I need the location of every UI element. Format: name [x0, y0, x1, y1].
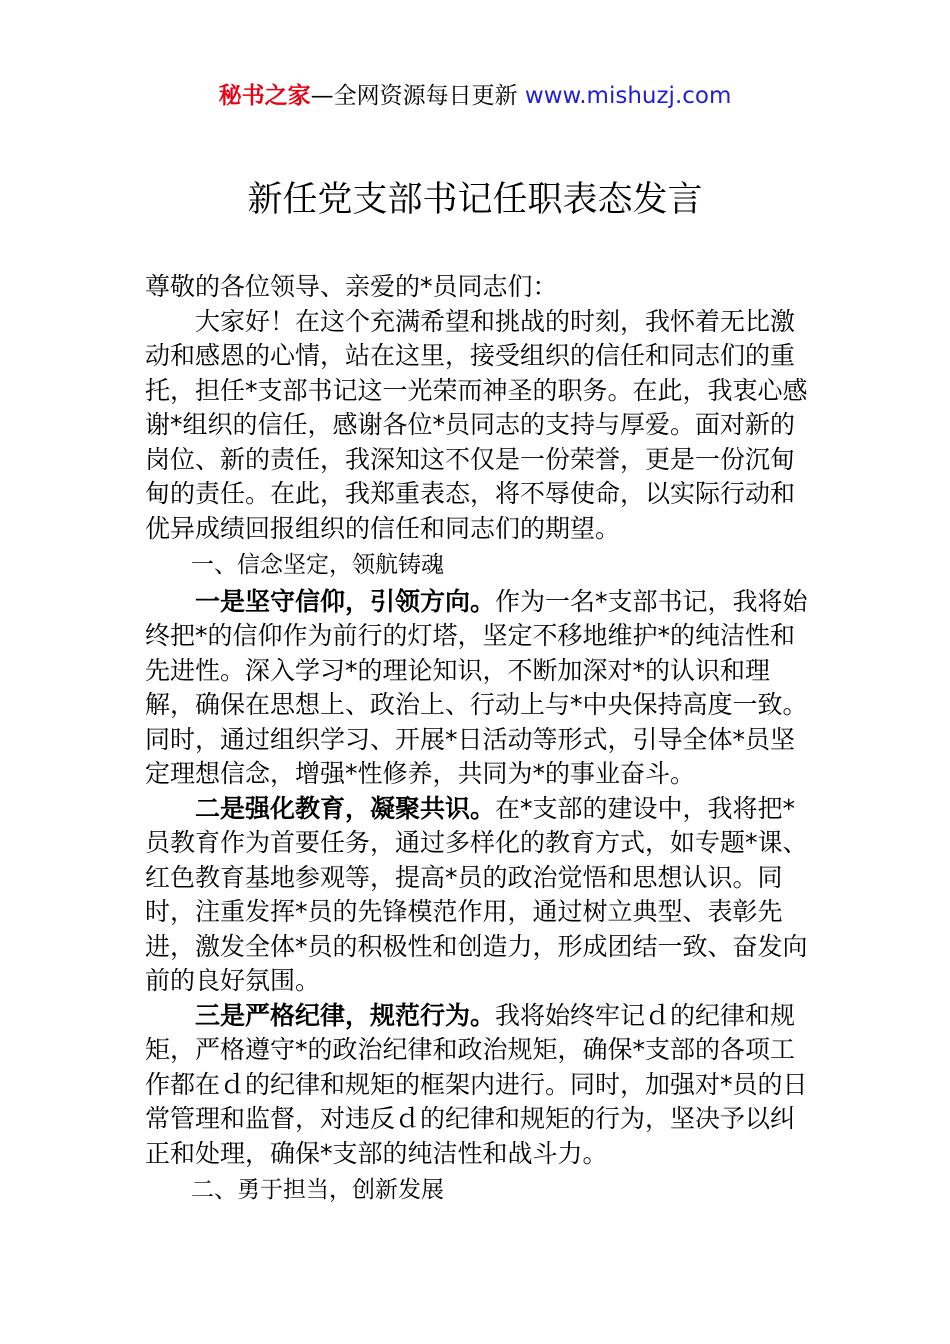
document-body: [145, 270, 810, 1210]
point-lead-2: 二是强化教育，凝聚共识。: [195, 793, 496, 823]
point-body-3: 我将始终牢记ｄ的纪律和规矩，严格遵守*的政治纪律和政治规矩，确保*支部的各项工作都在ｄ的纪律和规矩的框架内进行。同时，加强对*员的日常管理和监督，对违反ｄ的纪律和规矩的行为，坚决予以纠正和处理，确保*支部的纯洁性和战斗力。: [145, 1000, 808, 1168]
point-body-1: 作为一名*支部书记，我将始终把*的信仰作为前行的灯塔，坚定不移地维护*的纯洁性和先进性。深入学习*的理论知识，不断加深对*的认识和理解，确保在思想上、政治上、行动上与*中央保持高度一致。同时，通过组织学习、开展*日活动等形式，引导全体*员坚定理想信念，增强*性修养，共同为*的事业奋斗。: [145, 586, 808, 788]
site-header: [0, 80, 950, 112]
section-heading-2: 二、勇于担当，创新发展: [191, 1177, 444, 1203]
intro-paragraph: 大家好！在这个充满希望和挑战的时刻，我怀着无比激动和感恩的心情，站在这里，接受组织的信任和同志们的重托，担任*支部书记这一光荣而神圣的职务。在此，我衷心感谢*组织的信任，感谢各位*员同志的支持与厚爱。面对新的岗位、新的责任，我深知这不仅是一份荣誉，更是一份沉甸甸的责任。在此，我郑重表态，将不辱使命，以实际行动和优异成绩回报组织的信任和同志们的期望。: [145, 306, 808, 543]
point-lead-3: 三是严格纪律，规范行为。: [195, 1000, 496, 1030]
salutation: 尊敬的各位领导、亲爱的*员同志们：: [145, 272, 558, 301]
point-lead-1: 一是坚守信仰，引领方向。: [195, 586, 496, 616]
point-paragraph-2: [145, 792, 810, 999]
header-tagline: —全网资源每日更新: [310, 83, 525, 109]
section-heading-1: 一、信念坚定，领航铸魂: [191, 552, 444, 578]
point-paragraph-1: [145, 585, 810, 792]
brand-name: 秘书之家: [218, 83, 311, 109]
site-url-link[interactable]: www.mishuzj.com: [524, 83, 732, 109]
point-body-2: 在*支部的建设中，我将把*员教育作为首要任务，通过多样化的教育方式，如专题*课、红色教育基地参观等，提高*员的政治觉悟和思想认识。同时，注重发挥*员的先锋模范作用，通过树立典型、表彰先进，激发全体*员的积极性和创造力，形成团结一致、奋发向前的良好氛围。: [145, 793, 808, 995]
point-paragraph-3: [145, 999, 810, 1172]
document-title: 新任党支部书记任职表态发言: [247, 180, 703, 220]
